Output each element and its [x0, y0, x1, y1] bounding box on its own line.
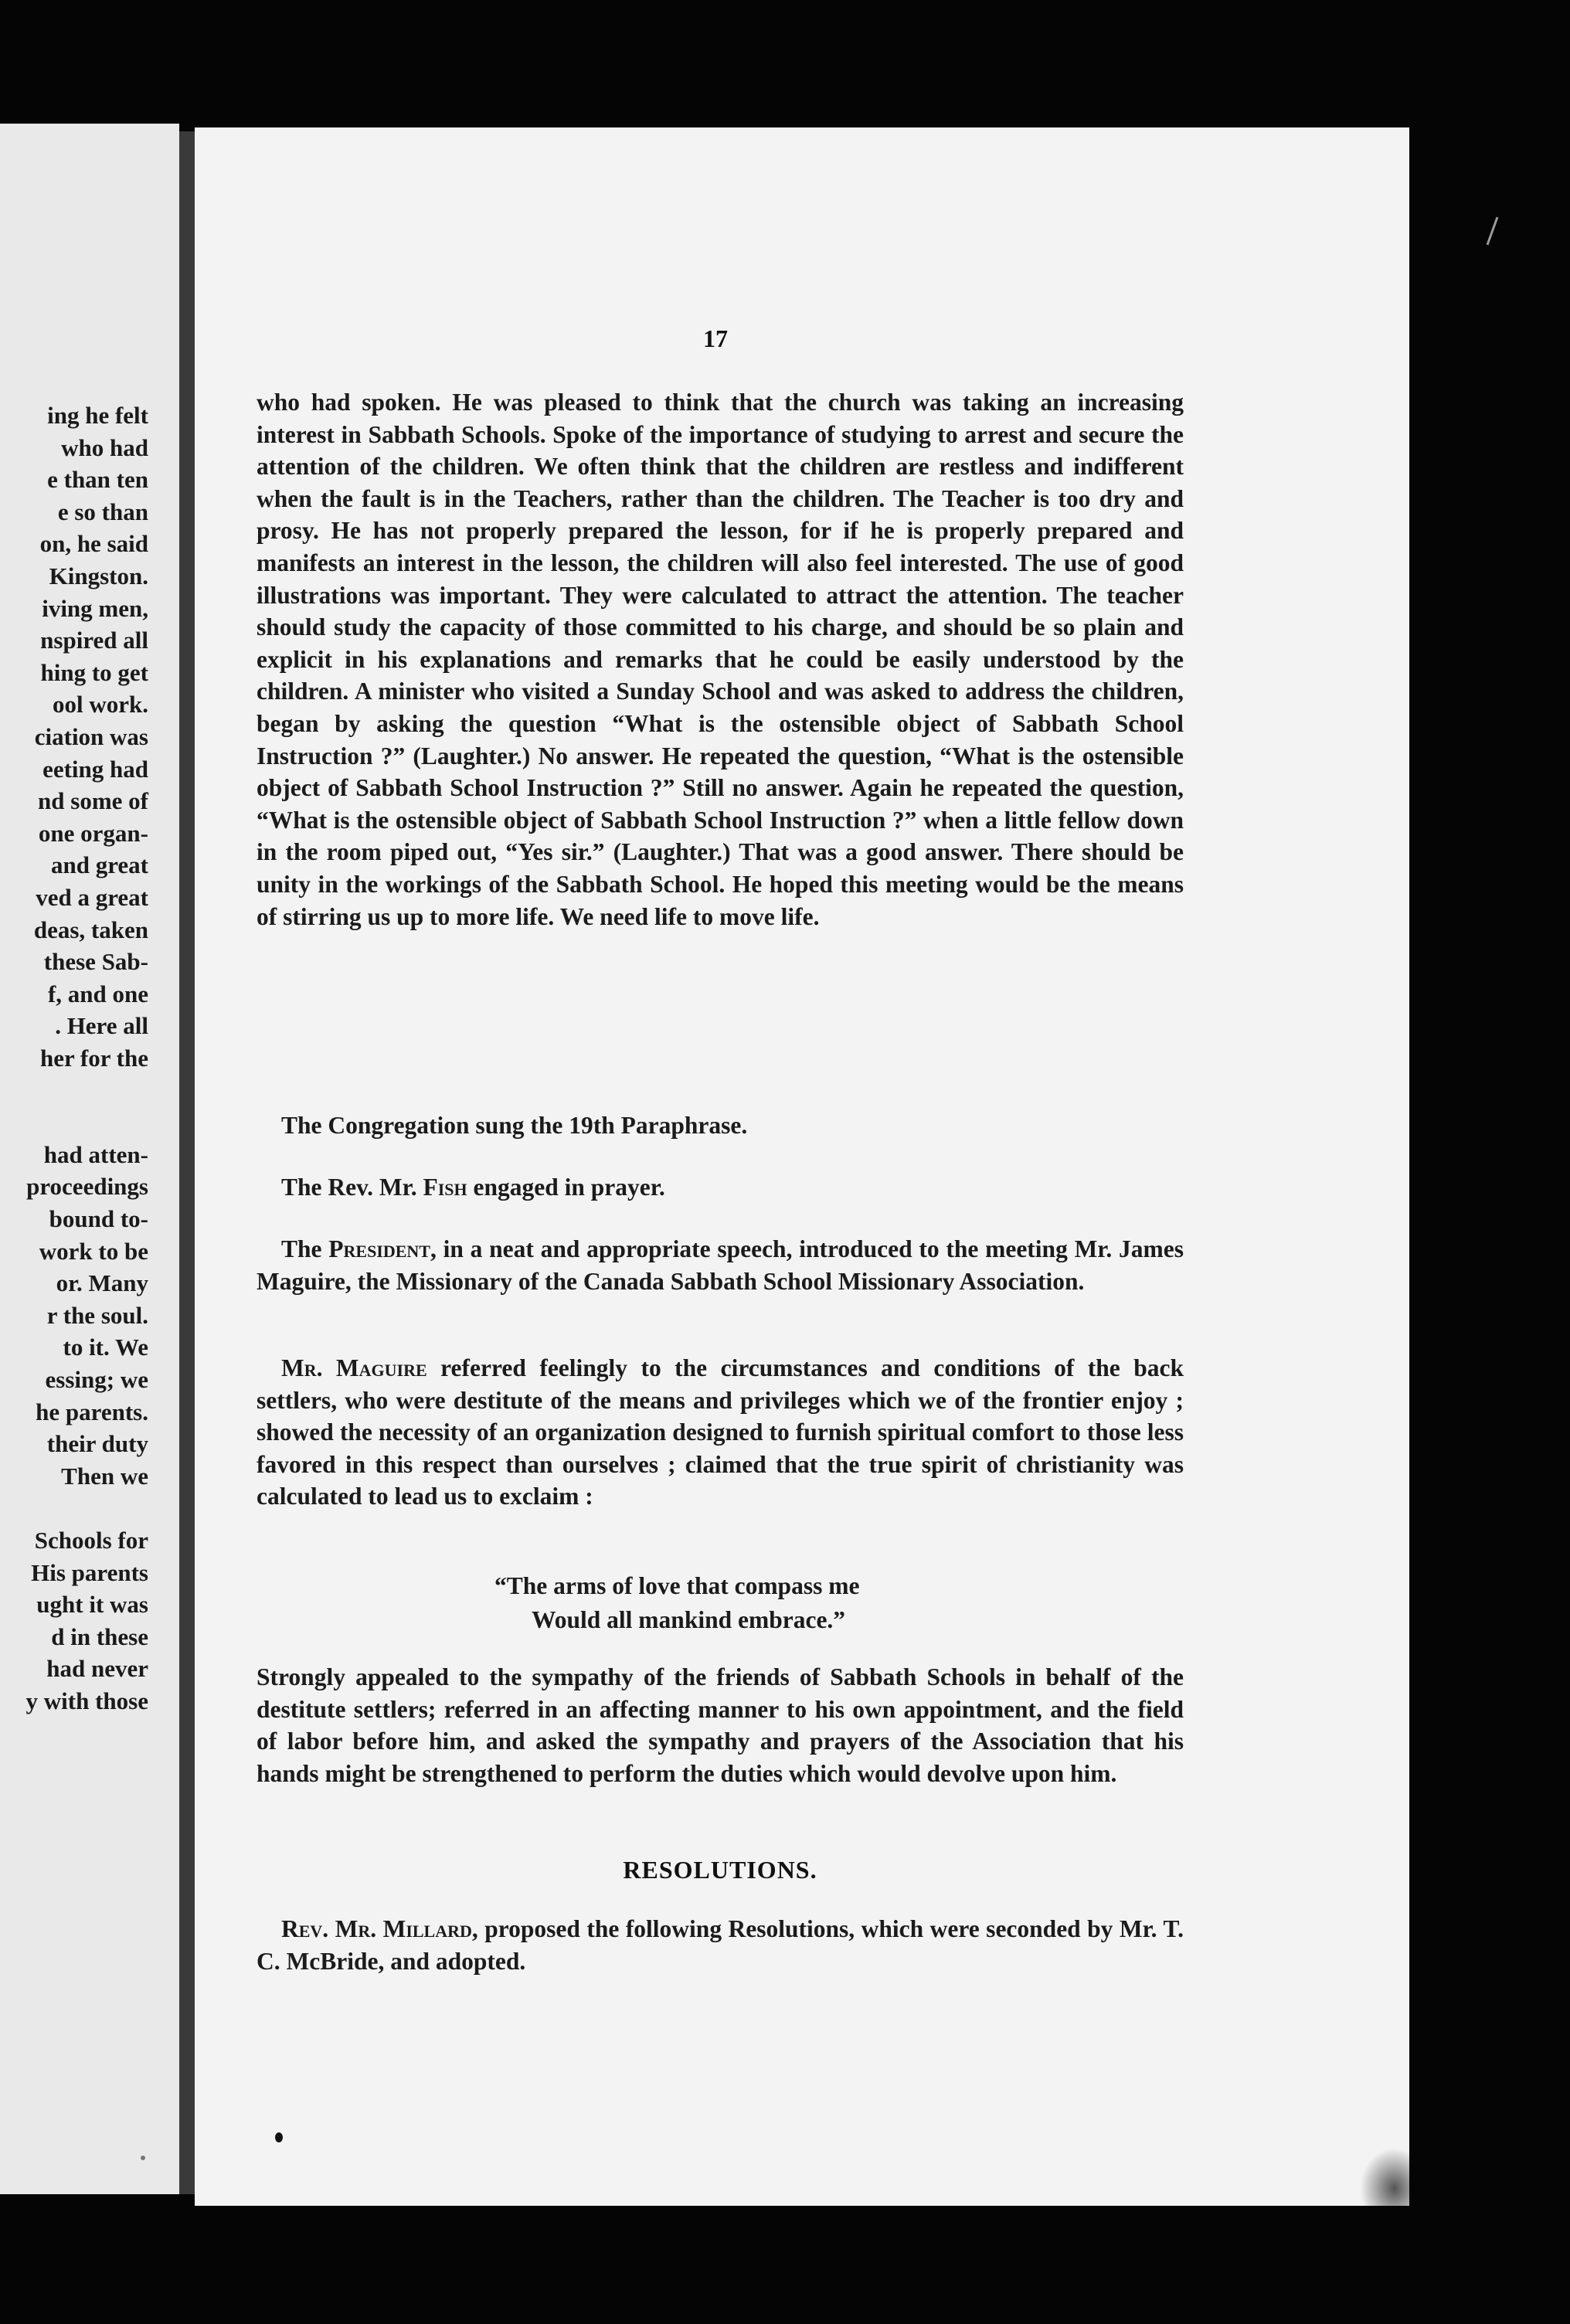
previous-page-line: who had	[61, 433, 148, 461]
president-suffix: , in a neat and appropriate speech, introduced to the meeting Mr. James Maguire, the Missionary of the Canada Sabbath School Missionary Association.	[257, 1235, 1184, 1295]
previous-page-line: Schools for	[34, 1527, 148, 1554]
paragraph-prayer	[257, 1171, 1184, 1204]
previous-page-line: y with those	[25, 1687, 148, 1714]
previous-page-line: had never	[46, 1655, 148, 1683]
verse-line-1: “The arms of love that compass me	[494, 1572, 860, 1599]
previous-page-line: ool work.	[53, 691, 148, 719]
prayer-prefix: The Rev. Mr.	[281, 1174, 423, 1201]
paragraph-resolutions-proposed	[257, 1913, 1184, 1977]
previous-page-line: deas, taken	[33, 916, 148, 943]
previous-page-line: ing he felt	[47, 402, 148, 429]
previous-page-line: f, and one	[47, 980, 148, 1007]
previous-page-line: ught it was	[36, 1591, 148, 1619]
previous-page-line: eeting had	[42, 755, 148, 783]
maguire-speech-text: referred feelingly to the circumstances and conditions of the back settlers, who were destitute of the means and privileges which we of the frontier enjoy ; showed the necessity of an organization designed to furnish spiritual comfort to those less favored in this respect than ourselves ; claimed that the true spirit of christianity was calculated to lead us to exclaim :	[257, 1354, 1184, 1510]
paragraph-who-had-spoken: who had spoken. He was pleased to think that the church was taking an increasing interest in Sabbath Schools. Spoke of the importance of studying to arrest and secure the attention of the children. We often think that the children are restless and indifferent when the fault is in the Teachers, rather than the children. The Teacher is too dry and prosy. He has not properly prepared the lesson, for if he is properly prepared and manifests an interest in the lesson, the children will also feel interested. The use of good illustrations was important. They were calculated to attract the attention. The teacher should study the capacity of those committed to his charge, and should be so plain and explicit in his explanations and remarks that he could be easily understood by the children. A minister who visited a Sunday School and was asked to address the children, began by asking the question “What is the ostensible object of Sabbath School Instruction ?” (Laughter.) No answer. He repeated the question, “What is the ostensible object of Sabbath School Instruction ?” Still no answer. Again he repeated the question, “What is the ostensible object of Sabbath School Instruction ?” when a little fellow down in the room piped out, “Yes sir.” (Laughter.) That was a good answer. There should be unity in the workings of the Sabbath School. He hoped this meeting would be the means of stirring us up to more life. We need life to move life.	[257, 389, 1184, 930]
previous-page-line: work to be	[39, 1237, 148, 1265]
previous-page-edge	[0, 124, 179, 2194]
previous-page-line: ciation was	[34, 723, 148, 750]
previous-page-line: . Here all	[55, 1012, 148, 1040]
previous-page-line: their duty	[46, 1430, 148, 1458]
previous-page-line: e so than	[57, 498, 148, 525]
previous-page-line: one organ-	[38, 819, 148, 847]
previous-page-line: proceedings	[26, 1173, 148, 1201]
previous-page-line: and great	[50, 851, 148, 879]
name-fish: Fish	[423, 1174, 467, 1201]
previous-page-line: Kingston.	[49, 562, 148, 589]
name-president: President	[328, 1235, 430, 1262]
previous-page-line: or. Many	[56, 1269, 148, 1297]
president-prefix: The	[281, 1235, 329, 1262]
previous-page-line: essing; we	[45, 1366, 148, 1393]
paragraph-maguire-speech	[257, 1352, 1184, 1513]
book-spine	[179, 131, 195, 2194]
previous-page-line: on, he said	[39, 530, 148, 558]
verse-line-2: Would all mankind embrace.”	[532, 1606, 846, 1633]
previous-page-line: e than ten	[47, 466, 148, 494]
name-maguire: Mr. Maguire	[281, 1354, 427, 1381]
previous-page-line: His parents	[31, 1558, 148, 1586]
previous-page-line: ved a great	[36, 884, 148, 911]
page-corner-shadow	[1360, 2148, 1409, 2206]
previous-page-line: d in these	[51, 1622, 148, 1650]
name-millard: Rev. Mr. Millard	[281, 1915, 472, 1942]
previous-page-line: nd some of	[38, 787, 148, 815]
heading-resolutions: RESOLUTIONS.	[623, 1856, 817, 1884]
ink-speck-left	[141, 2156, 145, 2160]
previous-page-line: he parents.	[36, 1398, 148, 1425]
paragraph-appeal: Strongly appealed to the sympathy of the friends of Sabbath Schools in behalf of the destitute settlers; referred in an affecting manner to his own appointment, and the field of labor before him, and asked the sympathy and prayers of the Association that his hands might be strengthened to perform the duties which would devolve upon him.	[257, 1663, 1184, 1787]
previous-page-line: these Sab-	[43, 948, 148, 976]
previous-page-line: had atten-	[43, 1140, 148, 1168]
resolutions-proposed-text: , proposed the following Resolutions, which were seconded by Mr. T. C. McBride, and adopted.	[257, 1915, 1184, 1975]
ink-speck	[275, 2132, 283, 2142]
paragraph-president-introduction	[257, 1233, 1184, 1297]
previous-page-line: nspired all	[40, 627, 148, 654]
page-number: 17	[703, 324, 728, 352]
previous-page-line: Then we	[61, 1462, 148, 1490]
previous-page-line: r the soul.	[46, 1301, 148, 1329]
previous-page-line: her for the	[39, 1045, 148, 1072]
paragraph-congregation-sung: The Congregation sung the 19th Paraphrase.	[281, 1112, 748, 1139]
previous-page-line: hing to get	[40, 658, 148, 686]
prayer-suffix: engaged in prayer.	[467, 1174, 665, 1201]
previous-page-line: bound to-	[49, 1205, 148, 1232]
previous-page-line: iving men,	[42, 594, 148, 622]
previous-page-line: to it. We	[63, 1334, 148, 1361]
